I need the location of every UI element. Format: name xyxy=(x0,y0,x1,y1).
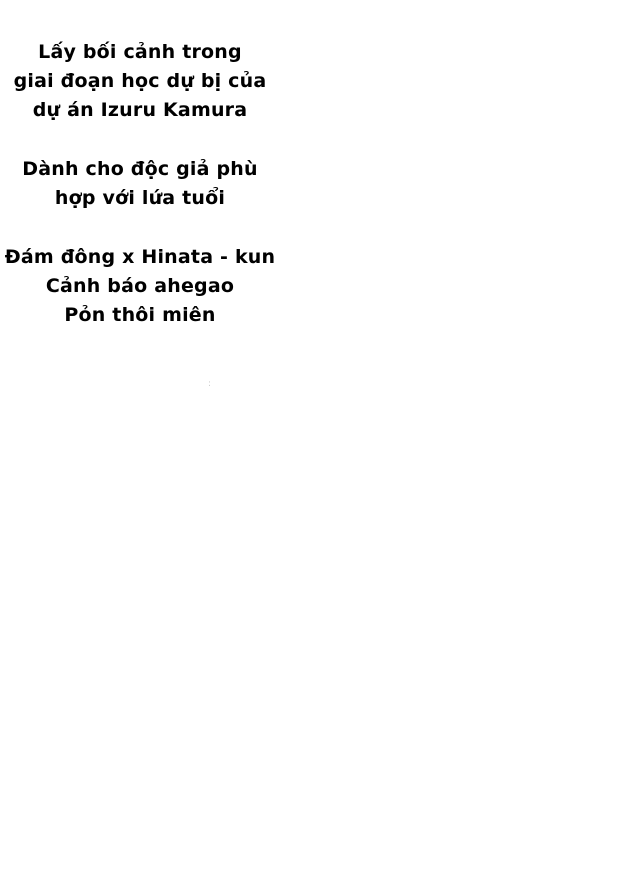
audience-note-line-1: Dành cho độc giả phù xyxy=(22,158,258,180)
setting-note-line-3: dự án Izuru Kamura xyxy=(32,99,248,121)
tags-note-block xyxy=(0,243,280,330)
audience-note-block xyxy=(0,155,280,213)
setting-note-line-2: giai đoạn học dự bị của xyxy=(13,70,267,92)
audience-note-line-2: hợp với lứa tuổi xyxy=(54,187,226,209)
tags-note-line-3: Pỏn thôi miên xyxy=(64,304,216,326)
text-stack xyxy=(0,38,280,330)
tags-note-line-1: Đám đông x Hinata - kun xyxy=(4,246,276,268)
tags-note-line-2: Cảnh báo ahegao xyxy=(45,275,235,297)
faint-artifact-mark: : xyxy=(208,379,212,389)
setting-note-block xyxy=(0,38,280,125)
setting-note-line-1: Lấy bối cảnh trong xyxy=(38,41,242,63)
